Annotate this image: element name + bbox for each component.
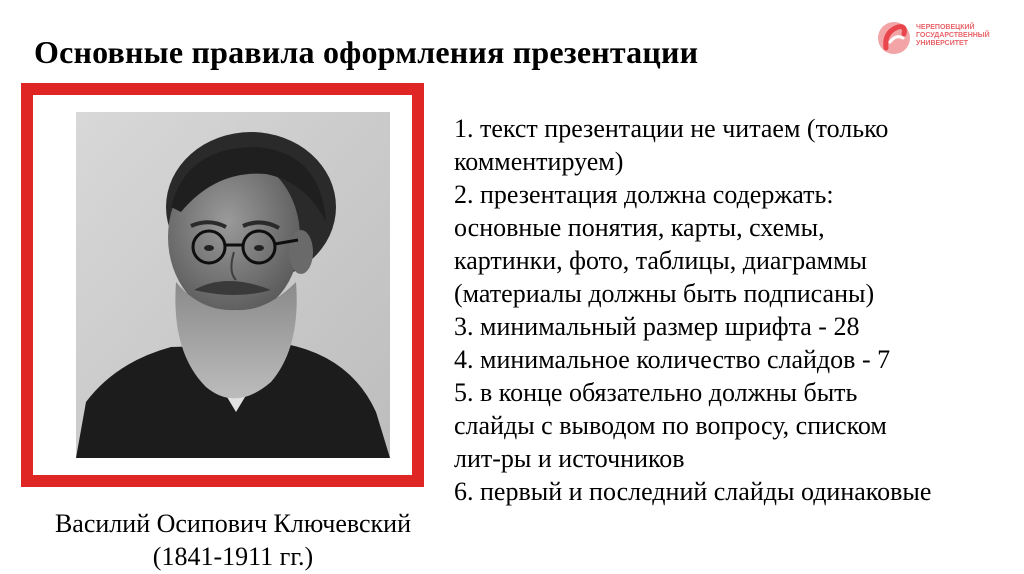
rules-line: (материалы должны быть подписаны) [454, 279, 875, 308]
rules-list [454, 112, 1014, 508]
portrait-photo [76, 112, 390, 458]
portrait-frame [21, 83, 424, 487]
rules-line: комментируем) [454, 147, 624, 176]
rules-line: 4. минимальное количество слайдов - 7 [454, 345, 891, 374]
university-logo-icon [876, 18, 912, 58]
caption-name: Василий Осипович Ключевский [54, 509, 412, 538]
university-logo-text [916, 24, 1016, 48]
slide-title: Основные правила оформления презентации [34, 34, 699, 70]
logo-line-2: ГОСУДАРСТВЕННЫЙ [916, 32, 990, 39]
university-logo [876, 16, 1016, 60]
rules-line: слайды с выводом по вопросу, списком [454, 411, 887, 440]
rules-line: лит-ры и источников [454, 444, 685, 473]
rules-line: 6. первый и последний слайды одинаковые [454, 477, 932, 506]
rules-line: 3. минимальный размер шрифта - 28 [454, 312, 860, 341]
logo-line-1: ЧЕРЕПОВЕЦКИЙ [916, 24, 975, 31]
rules-line: 5. в конце обязательно должны быть [454, 378, 858, 407]
caption-years: (1841-1911 гг.) [152, 542, 314, 571]
logo-line-3: УНИВЕРСИТЕТ [916, 40, 968, 47]
rules-line: основные понятия, карты, схемы, [454, 213, 825, 242]
portrait-caption [22, 507, 444, 573]
rules-line: 1. текст презентации не читаем (только [454, 114, 889, 143]
rules-line: картинки, фото, таблицы, диаграммы [454, 246, 868, 275]
rules-line: 2. презентация должна содержать: [454, 180, 834, 209]
